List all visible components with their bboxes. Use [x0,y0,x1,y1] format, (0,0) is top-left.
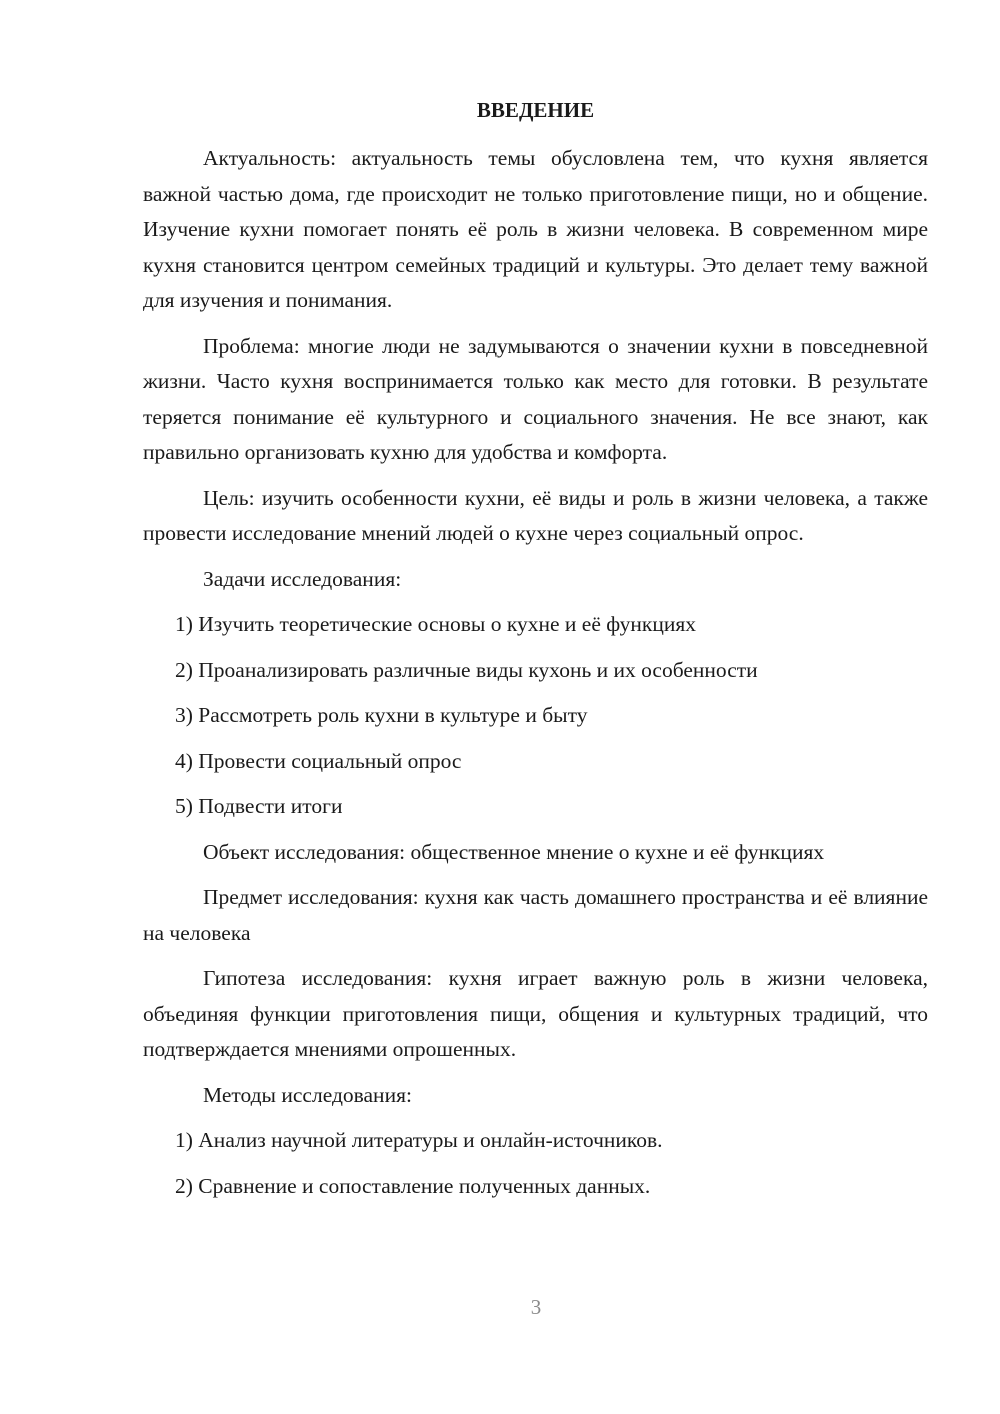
task-item-4: 4) Провести социальный опрос [175,748,462,773]
methods-heading: Методы исследования: [203,1082,412,1107]
page-title: ВВЕДЕНИЕ [476,98,595,122]
research-object: Объект исследования: общественное мнение о кухне и её функциях [203,839,825,864]
task-item-5: 5) Подвести итоги [175,794,343,818]
method-item-2: 2) Сравнение и сопоставление полученных данных. [175,1173,651,1198]
tasks-heading: Задачи исследования: [203,566,402,591]
task-item-1: 1) Изучить теоретические основы о кухне и её функциях [175,612,697,636]
task-item-2: 2) Проанализировать различные виды кухонь и их особенности [175,657,758,682]
research-subject: Предмет исследования: кухня как часть домашнего пространства и её влияние на человека [143,885,928,945]
document-page [143,92,928,1214]
goal-paragraph: Цель: изучить особенности кухни, её виды и роль в жизни человека, а также провести исследование мнений людей о кухне через социальный опрос. [143,485,928,545]
method-item-1: 1) Анализ научной литературы и онлайн-источников. [175,1128,663,1152]
problem-paragraph: Проблема: многие люди не задумываются о значении кухни в повседневной жизни. Часто кухня воспринимается только как место для готовки. В результате теряется понимание её культурного и социального значения. Не все знают, как правильно организовать кухню для удобства и комфорта. [143,333,928,464]
research-hypothesis: Гипотеза исследования: кухня играет важную роль в жизни человека, объединяя функции приготовления пищи, общения и культурных традиций, что подтверждается мнениями опрошенных. [143,966,928,1061]
task-item-3: 3) Рассмотреть роль кухни в культуре и быту [175,703,588,727]
relevance-paragraph: Актуальность: актуальность темы обусловлена тем, что кухня является важной частью дома, где происходит не только приготовление пищи, но и общение. Изучение кухни помогает понять её роль в жизни человека. В современном мире кухня становится центром семейных традиций и культуры. Это делает тему важной для изучения и понимания. [143,146,928,312]
page-number: 3 [530,1295,542,1319]
